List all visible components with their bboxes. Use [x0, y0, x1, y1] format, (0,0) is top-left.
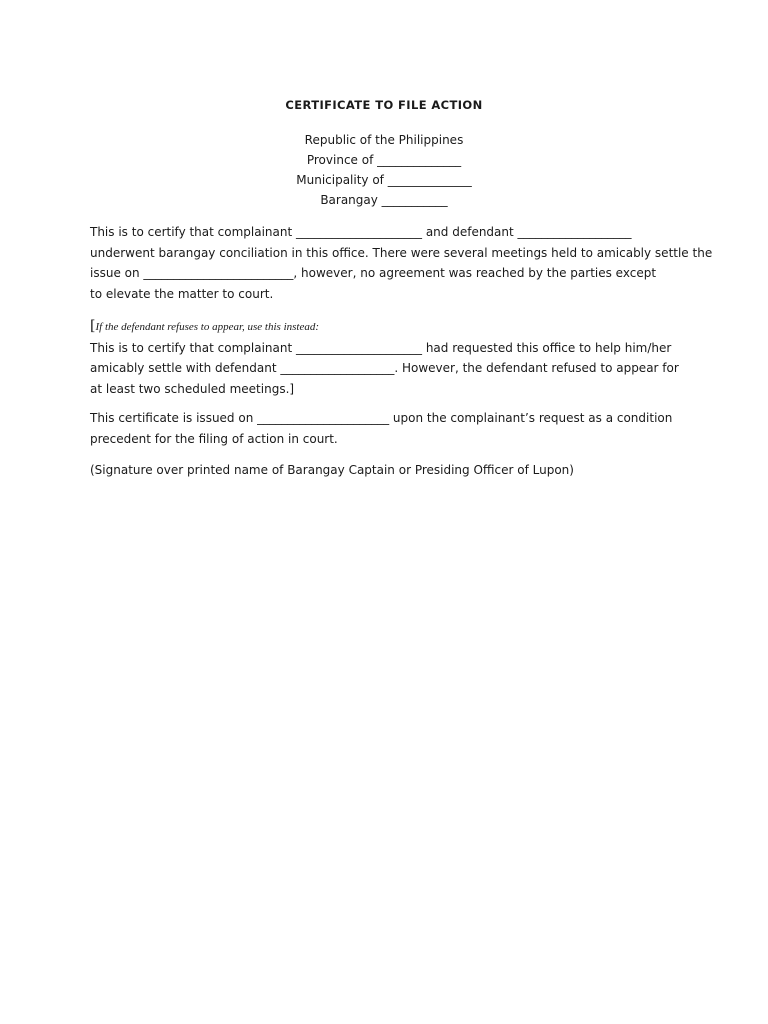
paragraph-line: precedent for the filing of action in court. [90, 431, 338, 446]
alternative-note-line [90, 316, 690, 338]
note-bracket: [ [90, 318, 96, 334]
issuance-paragraph [90, 408, 690, 449]
paragraph-line: to elevate the matter to court. [90, 286, 274, 301]
header-barangay: Barangay ___________ [320, 193, 448, 207]
signature-line: (Signature over printed name of Barangay Captain or Presiding Officer of Lupon) [90, 463, 574, 477]
paragraph-line: at least two scheduled meetings.] [90, 381, 295, 396]
alternative-paragraph [90, 316, 690, 399]
signature-block [90, 460, 690, 481]
paragraph-line: This is to certify that complainant _____________________ and defendant ___________________ [90, 225, 632, 239]
alternative-note: If the defendant refuses to appear, use this instead: [95, 321, 320, 333]
header-municipality: Municipality of ______________ [296, 173, 472, 187]
paragraph-line: This certificate is issued on ______________________ upon the complainant’s request as a condition [90, 411, 673, 425]
certification-paragraph [90, 222, 713, 304]
document-header [0, 130, 768, 210]
document-title: CERTIFICATE TO FILE ACTION [285, 98, 483, 112]
paragraph-line: This is to certify that complainant _____________________ had requested this office to help him/her [90, 340, 672, 355]
paragraph-line: amicably settle with defendant ___________________. However, the defendant refused to appear for [90, 361, 679, 375]
header-republic: Republic of the Philippines [304, 133, 464, 147]
paragraph-line: underwent barangay conciliation in this office. There were several meetings held to amicably settle the [90, 245, 713, 260]
paragraph-line: issue on _________________________, however, no agreement was reached by the parties except [90, 266, 657, 280]
header-province: Province of ______________ [306, 153, 462, 167]
